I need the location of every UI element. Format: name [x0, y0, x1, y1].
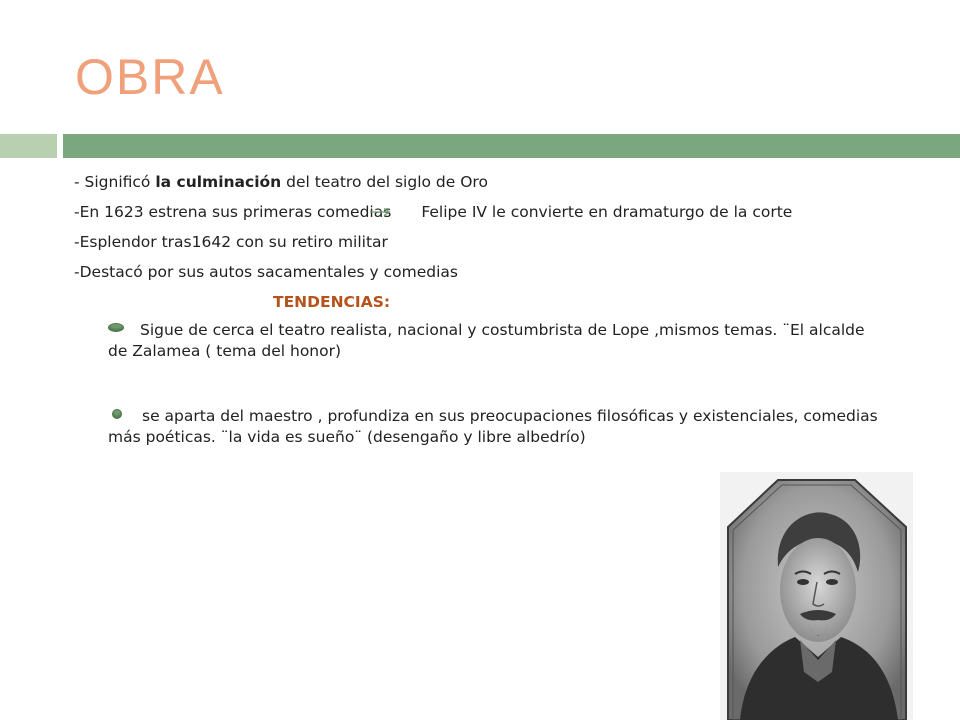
line-suffix: del teatro del siglo de Oro: [281, 173, 488, 191]
body-line-estrena: [74, 202, 884, 223]
body-line-esplendor: -Esplendor tras1642 con su retiro militar: [74, 233, 388, 251]
oval-bullet-icon: [108, 323, 124, 332]
oval-bullet-icon: [112, 409, 122, 419]
title-accent-bar-left: [0, 134, 57, 158]
bullet-text: Sigue de cerca el teatro realista, nacional y costumbrista de Lope ,mismos temas. ¨El alcalde de Zalamea ( tema del honor): [108, 321, 865, 360]
body-line-culminacion: [74, 172, 884, 193]
list-item: [74, 320, 884, 362]
portrait-image: [720, 472, 913, 720]
body-line-destaco: -Destacó por sus autos sacamentales y comedias: [74, 263, 458, 281]
slide-title: OBRA: [75, 49, 225, 105]
tendencias-heading: TENDENCIAS:: [273, 293, 391, 311]
spacer: [74, 371, 884, 406]
slide-body: [74, 172, 884, 457]
line-prefix: - Significó: [74, 173, 156, 191]
bullet-text: se aparta del maestro , profundiza en sus preocupaciones filosóficas y existenciales, comedias más poéticas. ¨la vida es sueño¨ (desengaño y libre albedrío): [108, 407, 878, 446]
line-part-felipe: Felipe IV le convierte en dramaturgo de la corte: [421, 203, 793, 221]
line-part-estrena: -En 1623 estrena sus primeras comedias: [74, 203, 392, 221]
list-item: [74, 406, 884, 448]
line-emphasis: la culminación: [155, 173, 282, 191]
title-accent-bar-right: [63, 134, 960, 158]
